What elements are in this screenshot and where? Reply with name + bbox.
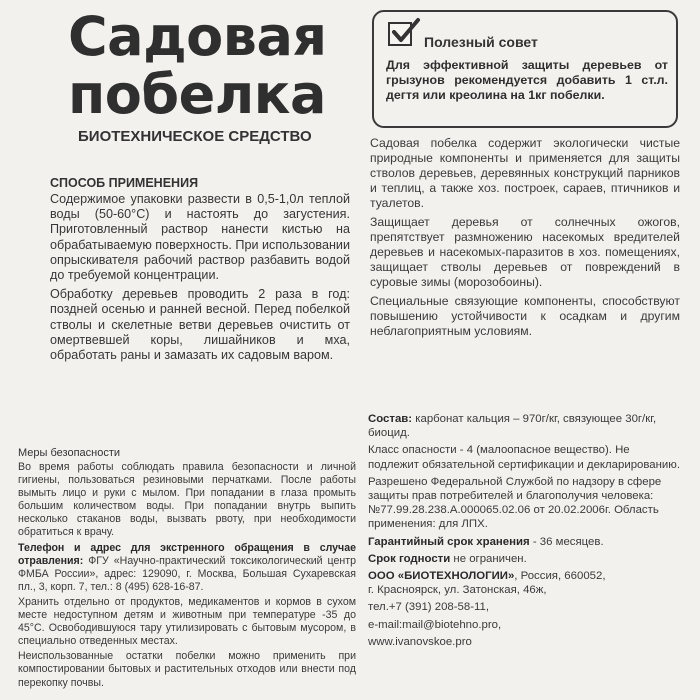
company-email: e-mail:mail@biotehno.pro, bbox=[368, 618, 502, 631]
safety-paragraph-3: Неиспользованные остатки побелки можно применить при компостировании бытовых и растительных отходов или внести под перекопку почвы. bbox=[18, 650, 356, 689]
shelf-life-text: - 36 месяцев. bbox=[532, 535, 604, 548]
checkmark-icon bbox=[388, 22, 412, 46]
composition bbox=[368, 412, 680, 440]
usage-heading: СПОСОБ ПРИМЕНЕНИЯ bbox=[50, 176, 199, 190]
shelf-life-label: Гарантийный срок хранения bbox=[368, 535, 530, 548]
description-paragraph-3: Специальные связующие компоненты, способствуют повышению устойчивости к осадкам и другим неблагоприятным условиям. bbox=[370, 294, 680, 338]
company-info bbox=[368, 569, 680, 583]
usage-section bbox=[50, 176, 350, 367]
hazard-class: Класс опасности - 4 (малоопасное вещество). Не подлежит обязательной сертификации и декларированию. bbox=[368, 444, 680, 471]
safety-heading: Меры безопасности bbox=[18, 447, 121, 459]
description-paragraph-2: Защищает деревья от солнечных ожогов, препятствует размножению насекомых вредителей деревьев и насекомых-паразитов в хоз. помещениях, защищает стволы деревьев от повреждений в суровые зимы (морозобоины). bbox=[370, 215, 680, 289]
tip-title: Полезный совет bbox=[424, 34, 538, 50]
company-name: ООО «БИОТЕХНОЛОГИИ» bbox=[368, 570, 515, 583]
useful-tip-box bbox=[372, 10, 678, 128]
company-website: www.ivanovskoe.pro bbox=[368, 635, 472, 648]
safety-section bbox=[18, 447, 356, 692]
title-line-2: побелка bbox=[68, 63, 326, 126]
company-address-2: г. Красноярск, ул. Затонская, 46ж, bbox=[368, 584, 547, 597]
description-paragraph-1: Садовая побелка содержит экологически чистые природные компоненты и применяется для защиты стволов деревьев, деревянных конструкций парников и теплиц, а также хоз. построек, сараев, птичников и туалетов. bbox=[370, 136, 680, 210]
safety-paragraph-1: Во время работы соблюдать правила безопасности и личной гигиены, пользоваться резиновыми перчатками. После работы вымыть лицо и руки с мылом. При попадании в глаза промыть большим количеством воды. При попадании внутрь выпить несколько стаканов воды, вызвать рвоту, при необходимости обратиться к врачу. bbox=[18, 461, 356, 539]
usage-paragraph-2: Обработку деревьев проводить 2 раза в год: поздней осенью и ранней весной. Перед побелкой стволы и скелетные ветви деревьев очистить от омертвевшей коры, лишайников и мха, обработать раны и замазать их садовым варом. bbox=[50, 287, 350, 363]
permit-info: Разрешено Федеральной Службой по надзору в сфере защиты прав потребителей и благополучия человека: №77.99.28.238.А.000065.02.06 от 20.02.2006г. Область применения: для ЛПХ. bbox=[368, 475, 662, 531]
composition-label: Состав: bbox=[368, 413, 413, 425]
expiry-label: Срок годности bbox=[368, 552, 451, 565]
shelf-life bbox=[368, 535, 680, 549]
emergency-info bbox=[18, 542, 356, 594]
product-subtitle: БИОТЕХНИЧЕСКОЕ СРЕДСТВО bbox=[78, 128, 312, 145]
company-phone: тел.+7 (391) 208-58-11, bbox=[368, 601, 490, 614]
composition-text: карбонат кальция – 970г/кг, связующее 30г/кг, биоцид. bbox=[368, 413, 657, 440]
company-address-1: , Россия, 660052, bbox=[514, 570, 606, 583]
expiry-text: не ограничен. bbox=[453, 552, 527, 565]
product-title bbox=[68, 5, 327, 126]
title-line-1: Садовая bbox=[68, 5, 327, 68]
description-section bbox=[370, 136, 680, 343]
emergency-label: Телефон и адрес для экстренного обращения в случае отравления: bbox=[18, 541, 356, 567]
safety-paragraph-2: Хранить отдельно от продуктов, медикаментов и кормов в сухом месте недоступном детям и животным при температуре -35 до 45°С. Освободившуюся тару утилизировать с бытовым мусором, в специально отведенных местах. bbox=[18, 595, 356, 648]
emergency-text: ФГУ «Научно-практический токсикологический центр ФМБА России», адрес: 129090, г. Москва, Большая Сухаревская пл., 3, корп. 7, тел.: 8 (495) 628-16-87. bbox=[18, 554, 356, 593]
usage-paragraph-1: Содержимое упаковки развести в 0,5-1,0л теплой воды (50-60°С) и настоять до загустения. Приготовленный раствор нанести кистью на обрабатываемую поверхность. При использовании опрыскивателя рабочий раствор разбавить водой до требуемой концентрации. bbox=[50, 192, 351, 283]
specs-section bbox=[368, 412, 680, 652]
tip-text: Для эффективной защиты деревьев от грызунов рекомендуется добавить 1 ст.л. дегтя или креолина на 1кг побелки. bbox=[386, 58, 668, 102]
expiry bbox=[368, 552, 680, 566]
